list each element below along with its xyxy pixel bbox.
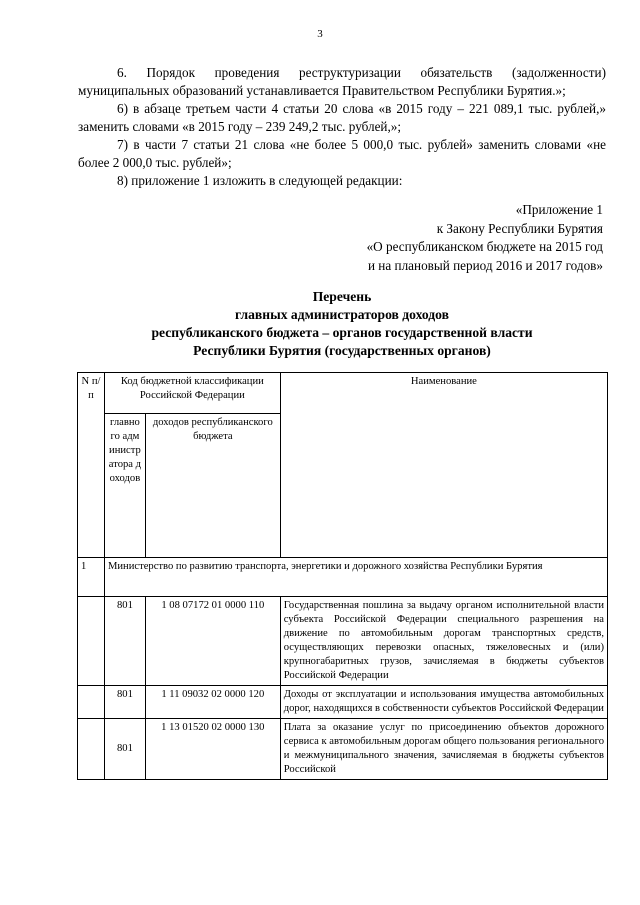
heading-line: главных администраторов доходов (235, 307, 449, 322)
amendment-item-6-sub: 6) в абзаце третьем части 4 статьи 20 слова «в 2015 году – 221 089,1 тыс. рублей,» заменить словами «в 2015 году – 239 249,2 тыс. рублей,»; (78, 101, 606, 134)
table-row (78, 597, 608, 686)
heading-line: Республики Бурятия (государственных органов) (193, 343, 491, 358)
row-num-cell (78, 597, 105, 686)
header-num: N п/п (78, 373, 105, 558)
header-name: Наименование (280, 373, 607, 558)
section-title: Министерство по развитию транспорта, энергетики и дорожного хозяйства Республики Бурятия (104, 558, 607, 597)
section-num: 1 (78, 558, 105, 597)
heading-line: республиканского бюджета – органов государственной власти (151, 325, 533, 340)
annex-line: «О республиканском бюджете на 2015 год (366, 239, 603, 254)
page-number: 3 (317, 28, 323, 40)
amendment-item-7: 7) в части 7 статьи 21 слова «не более 5 000,0 тыс. рублей» заменить словами «не более 2 000,0 тыс. рублей»; (78, 137, 606, 170)
heading-line: Перечень (312, 289, 372, 304)
annex-reference (303, 201, 603, 275)
row-name: Плата за оказание услуг по присоединению объектов дорожного сервиса к автомобильным дорогам общего пользования регионального и межмуниципального значения, зачисляемая в бюджеты субъектов Российской (280, 719, 607, 780)
table-section-row (78, 558, 608, 597)
row-admin-code: 801 (104, 719, 145, 780)
table-row (78, 719, 608, 780)
header-income: доходов республиканского бюджета (145, 414, 280, 558)
row-name: Государственная пошлина за выдачу органом исполнительной власти субъекта Российской Федерации специального разрешения на движение по автомобильным дорогам транспортных средств, осуществляющих перевозки опасных, тяжеловесных и (или) крупногабаритных грузов, зачисляемая в бюджеты субъектов Российской Федерации (280, 597, 607, 686)
table-header-row (78, 373, 608, 414)
row-income-code: 1 08 07172 01 0000 110 (145, 597, 280, 686)
row-income-code: 1 13 01520 02 0000 130 (145, 719, 280, 780)
row-num-cell (78, 719, 105, 780)
annex-line: «Приложение 1 (515, 202, 603, 217)
administrators-table (77, 372, 608, 780)
amendments (78, 64, 606, 190)
row-num-cell (78, 686, 105, 719)
row-admin-code: 801 (104, 597, 145, 686)
row-income-code: 1 11 09032 02 0000 120 (145, 686, 280, 719)
document-heading (78, 288, 606, 360)
table-row (78, 686, 608, 719)
annex-line: и на плановый период 2016 и 2017 годов» (367, 257, 603, 273)
header-code-group: Код бюджетной классификации Российской Федерации (104, 373, 280, 414)
amendment-item-6: 6. Порядок проведения реструктуризации обязательств (задолженности) муниципальных образований устанавливается Правительством Республики Бурятия.»; (78, 65, 606, 98)
row-name: Доходы от эксплуатации и использования имущества автомобильных дорог, находящихся в собственности субъектов Российской Федерации (280, 686, 607, 719)
row-admin-code: 801 (104, 686, 145, 719)
annex-line: к Закону Республики Бурятия (436, 220, 603, 236)
amendment-item-8: 8) приложение 1 изложить в следующей редакции: (117, 173, 403, 188)
header-admin: главного администратора доходов (104, 414, 145, 558)
